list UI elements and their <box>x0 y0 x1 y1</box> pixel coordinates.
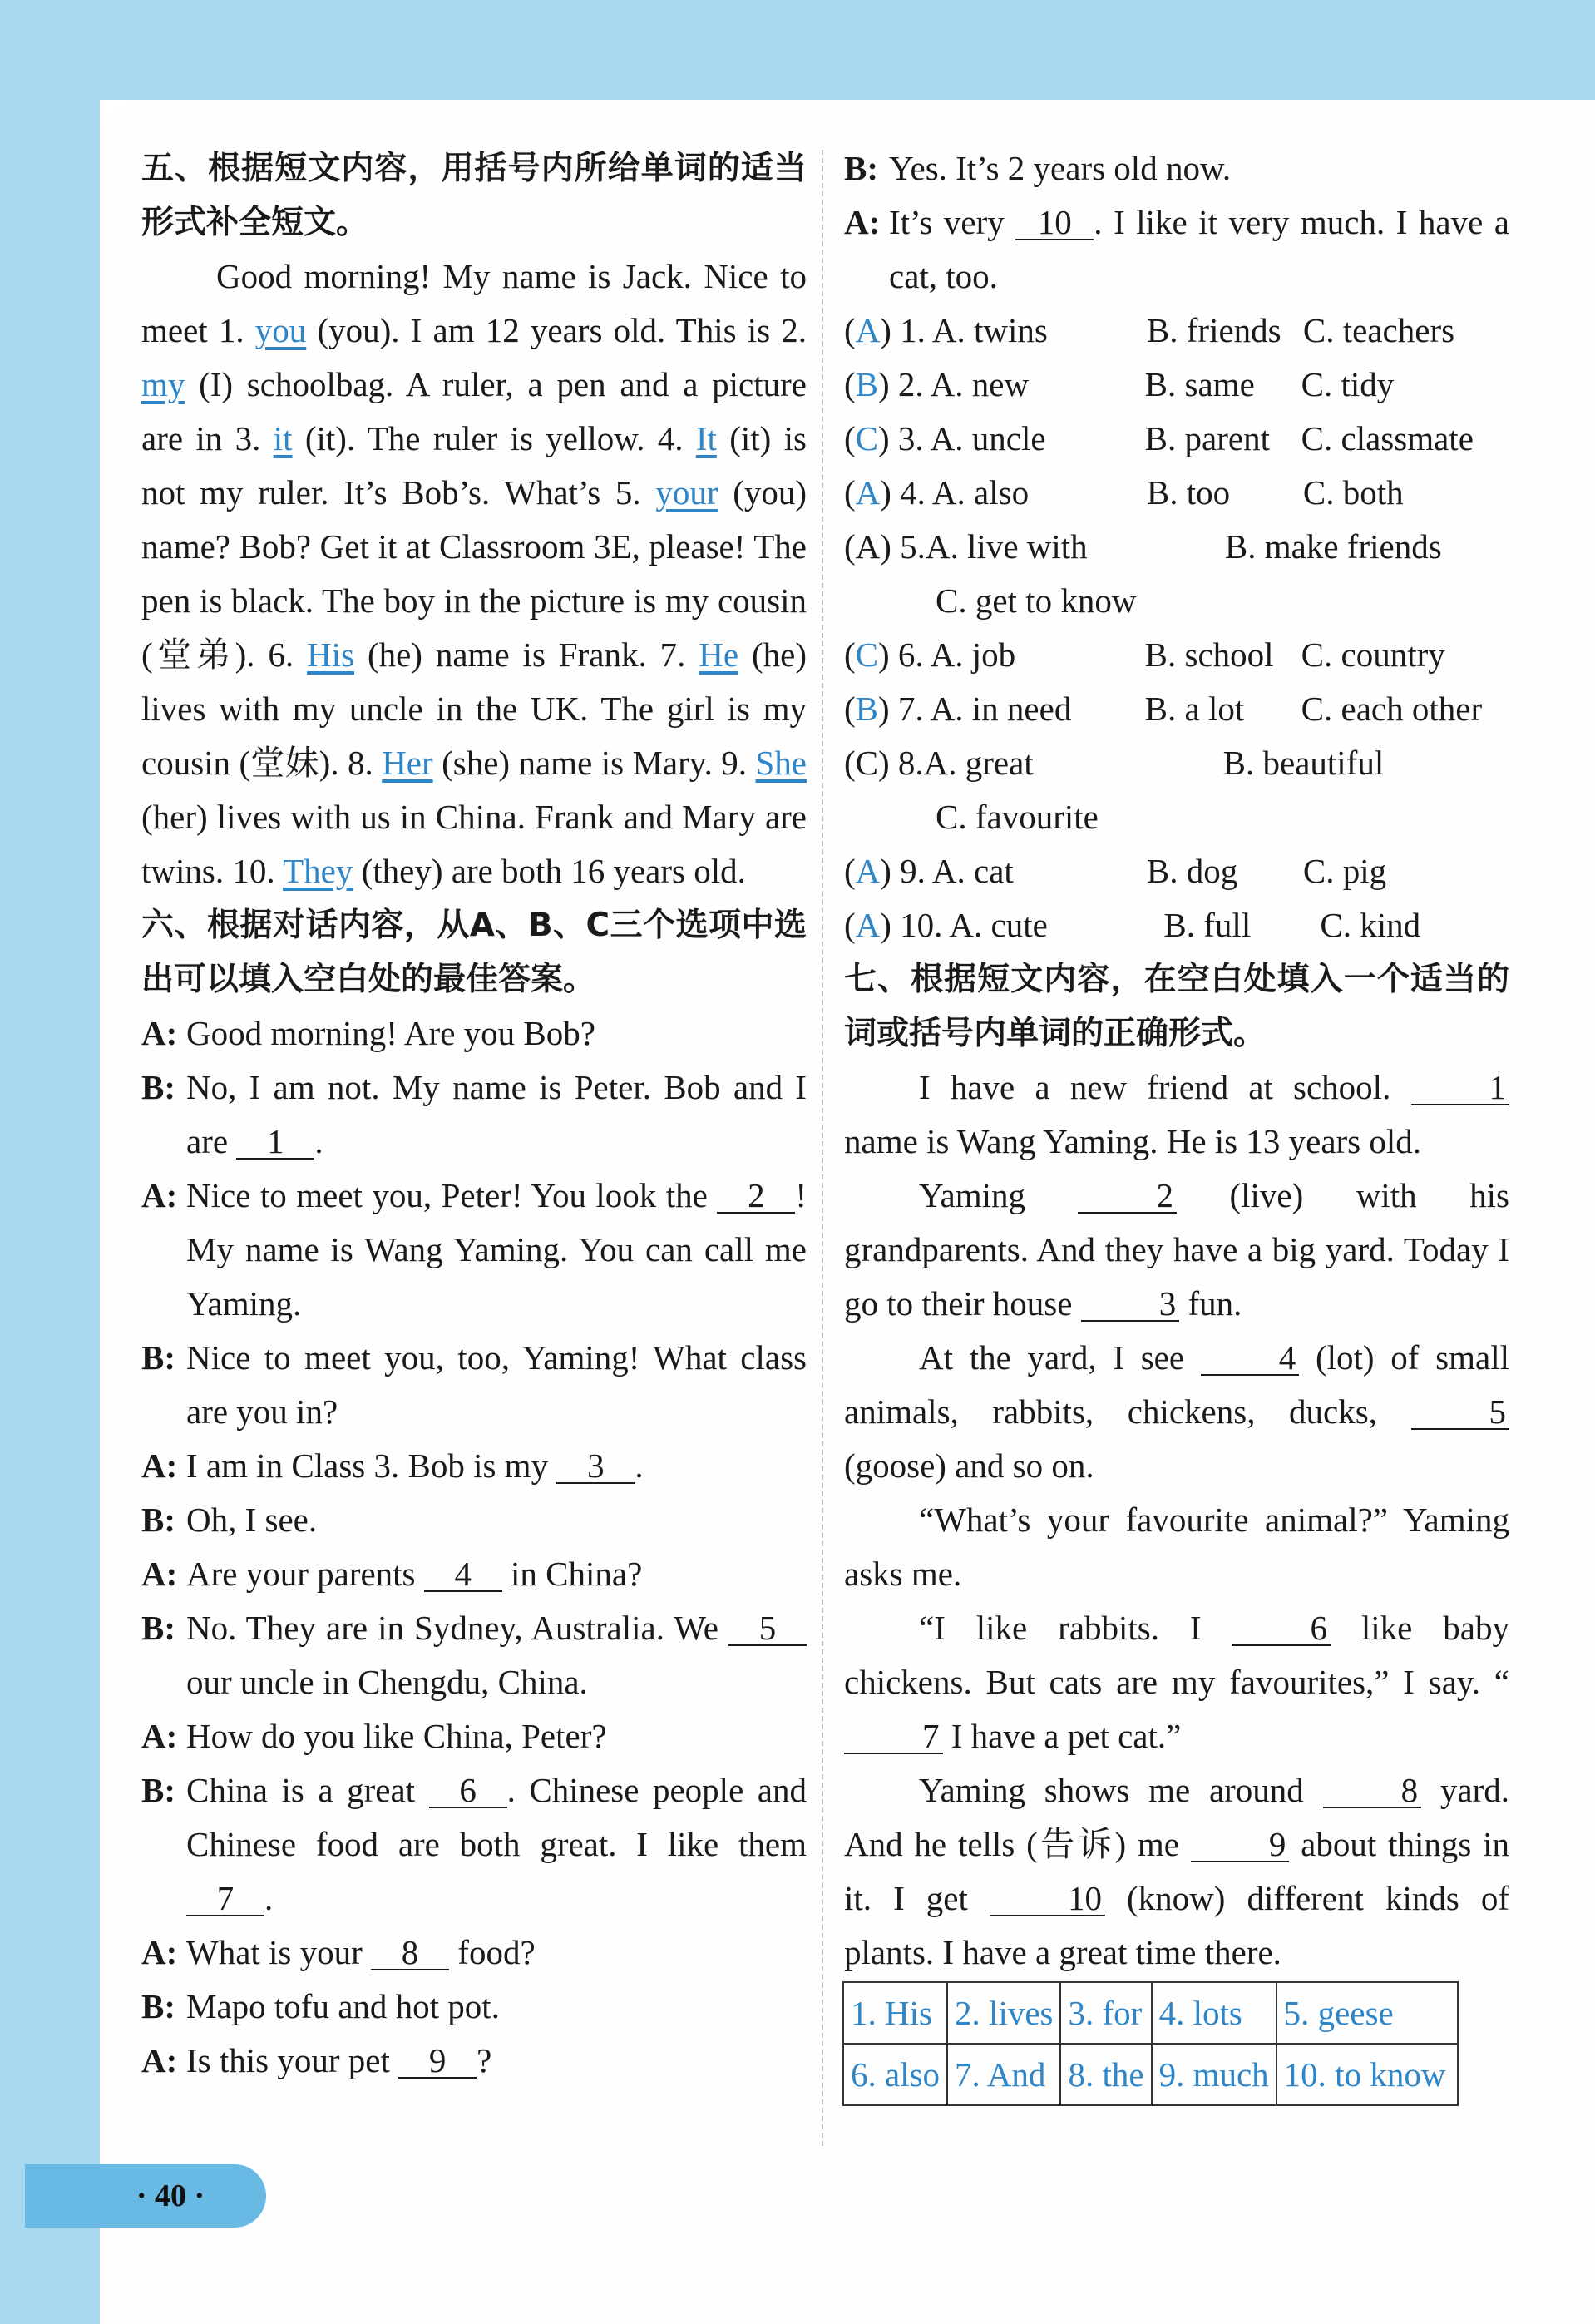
section5-passage: Good morning! My name is Jack. Nice to meet 1. you (you). I am 12 years old. This is 2. my (I) schoolbag. A ruler, a pen and a picture are in 3. it (it). The ruler is yellow. 4. It (it) is not my ruler. It’s Bob’s. What’s 5. your (you) name? Bob? Get it at Classroom 3E, please! The pen is black. The boy in the picture is my cousin (堂弟). 6. His (he) name is Frank. 7. He (he) lives with my uncle in the UK. The girl is my cousin (堂妹). 8. Her (she) name is Mary. 9. She (her) lives with us in China. Frank and Mary are twins. 10. They (they) are both 16 years old. <box>141 257 807 890</box>
blank-4: 4 <box>1201 1341 1300 1376</box>
answer-9: She <box>755 744 807 782</box>
answer-3: it <box>273 419 293 457</box>
section5-heading: 五、根据短文内容，用括号内所给单词的适当形式补全短文。 <box>141 150 807 241</box>
blank-8: 8 <box>1323 1773 1422 1808</box>
blank-10: 10 <box>1015 205 1094 240</box>
section7-heading: 七、根据短文内容，在空白处填入一个适当的词或括号内单词的正确形式。 <box>844 961 1509 1052</box>
section7-paragraph: “What’s your favourite animal?” Yaming asks me. <box>844 1501 1509 1593</box>
blank-5: 5 <box>1411 1395 1510 1430</box>
answer-key: C <box>855 419 879 457</box>
answer-7: He <box>699 635 739 674</box>
answer-10: They <box>283 852 353 890</box>
dialogue-line: B: China is a great 6 . Chinese people and Chinese food are both great. I like them 7 . <box>141 1771 807 1917</box>
blank-1: 1 <box>236 1125 314 1160</box>
question-2: (B) 2. A. new B. same C. tidy <box>844 365 1395 403</box>
left-band <box>0 0 100 2324</box>
blank-2: 2 <box>1078 1179 1177 1214</box>
question-5-option-c: C. get to know <box>936 581 1137 620</box>
dialogue-line: B: No, I am not. My name is Peter. Bob and I are 1 . <box>141 1068 807 1160</box>
answer-2: my <box>141 365 185 403</box>
dialogue-line: A: Are your parents 4 in China? <box>141 1555 643 1593</box>
question-4: (A) 4. A. also B. too C. both <box>844 473 1404 512</box>
blank-2: 2 <box>717 1179 795 1214</box>
dialogue-line: B: Nice to meet you, too, Yaming! What class are you in? <box>141 1338 807 1431</box>
blank-3: 3 <box>556 1449 635 1484</box>
answer-key: A <box>855 473 881 512</box>
answer-cell: 5. geese <box>1276 1982 1458 2044</box>
answer-6: His <box>307 635 355 674</box>
answer-cell: 4. lots <box>1152 1982 1276 2044</box>
question-6: (C) 6. A. job B. school C. country <box>844 635 1445 674</box>
answer-table <box>842 1981 1459 2106</box>
dialogue-line: B: Mapo tofu and hot pot. <box>141 1987 500 2025</box>
answer-key: A <box>855 527 881 566</box>
answer-5: your <box>655 473 718 512</box>
blank-7: 7 <box>844 1719 943 1754</box>
blank-7: 7 <box>186 1881 264 1916</box>
question-7: (B) 7. A. in need B. a lot C. each other <box>844 690 1483 728</box>
dialogue-line: B: Yes. It’s 2 years old now. <box>844 149 1232 187</box>
blank-8: 8 <box>371 1936 449 1970</box>
answer-cell: 7. And <box>947 2044 1060 2105</box>
section7-paragraph: Yaming shows me around 8 yard. And he tells (告诉) me 9 about things in it. I get 10 (know) different kinds of plants. I have a great time there. <box>844 1771 1510 1971</box>
answer-cell: 6. also <box>843 2044 947 2105</box>
blank-3: 3 <box>1081 1287 1180 1322</box>
question-10: (A) 10. A. cute B. full C. kind <box>844 906 1421 944</box>
answer-cell: 1. His <box>843 1982 947 2044</box>
section6-heading: 六、根据对话内容，从A、B、C三个选项中选出可以填入空白处的最佳答案。 <box>141 907 807 998</box>
answer-cell: 10. to know <box>1276 2044 1458 2105</box>
top-band <box>0 0 1595 100</box>
answer-key: B <box>855 690 879 728</box>
dialogue-line: A: What is your 8 food? <box>141 1933 536 1971</box>
blank-1: 1 <box>1411 1071 1510 1105</box>
dialogue-line: B: No. They are in Sydney, Australia. We 5 our uncle in Chengdu, China. <box>141 1601 807 1709</box>
blank-6: 6 <box>1232 1611 1331 1646</box>
question-1: (A) 1. A. twins B. friends C. teachers <box>844 311 1455 349</box>
answer-cell: 2. lives <box>947 1982 1060 2044</box>
blank-9: 9 <box>1191 1827 1290 1862</box>
answer-1: you <box>254 311 307 349</box>
dialogue-line: A: Is this your pet 9 ? <box>141 2041 492 2079</box>
dialogue-line: A: How do you like China, Peter? <box>141 1717 607 1755</box>
blank-9: 9 <box>398 2044 477 2079</box>
answer-key: C <box>855 635 879 674</box>
answer-cell: 9. much <box>1152 2044 1276 2105</box>
question-9: (A) 9. A. cat B. dog C. pig <box>844 852 1387 890</box>
question-8: (C) 8. A. great B. beautiful <box>844 744 1385 782</box>
blank-5: 5 <box>728 1611 807 1646</box>
blank-10: 10 <box>990 1881 1105 1916</box>
section7-paragraph: At the yard, I see 4 (lot) of small animals, rabbits, chickens, ducks, 5 (goose) and so on. <box>844 1338 1509 1485</box>
answer-key: C <box>855 744 879 782</box>
section7-paragraph: “I like rabbits. I 6 like baby chickens. But cats are my favourites,” I say. “7 I have a pet cat.” <box>844 1609 1509 1755</box>
section7-paragraph: Yaming 2 (live) with his grandparents. And they have a big yard. Today I go to their house 3 fun. <box>844 1176 1509 1323</box>
answer-key: A <box>855 311 881 349</box>
question-3: (C) 3. A. uncle B. parent C. classmate <box>844 419 1474 457</box>
left-column <box>141 141 807 2088</box>
column-divider <box>822 150 823 2146</box>
answer-key: A <box>855 906 881 944</box>
section7-paragraph: I have a new friend at school. 1 name is Wang Yaming. He is 13 years old. <box>844 1061 1509 1169</box>
answer-cell: 8. the <box>1060 2044 1151 2105</box>
answer-key: B <box>855 365 879 403</box>
dialogue-line: A: It’s very 10 . I like it very much. I have a cat, too. <box>844 203 1509 295</box>
answer-key: A <box>855 852 881 890</box>
question-8-option-c: C. favourite <box>936 798 1099 836</box>
right-column <box>844 141 1509 1980</box>
dialogue-line: A: Good morning! Are you Bob? <box>141 1014 595 1052</box>
answer-4: It <box>695 419 717 457</box>
blank-4: 4 <box>424 1557 502 1592</box>
dialogue-line: A: Nice to meet you, Peter! You look the 2 ! My name is Wang Yaming. You can call me Yaming. <box>141 1176 807 1323</box>
blank-6: 6 <box>429 1773 507 1808</box>
dialogue-line: B: Oh, I see. <box>141 1501 318 1539</box>
answer-8: Her <box>382 744 433 782</box>
answer-cell: 3. for <box>1060 1982 1151 2044</box>
question-5: (A) 5. A. live with B. make friends <box>844 527 1442 566</box>
dialogue-line: A: I am in Class 3. Bob is my 3 . <box>141 1446 644 1485</box>
page-number: · 40 · <box>25 2164 266 2228</box>
